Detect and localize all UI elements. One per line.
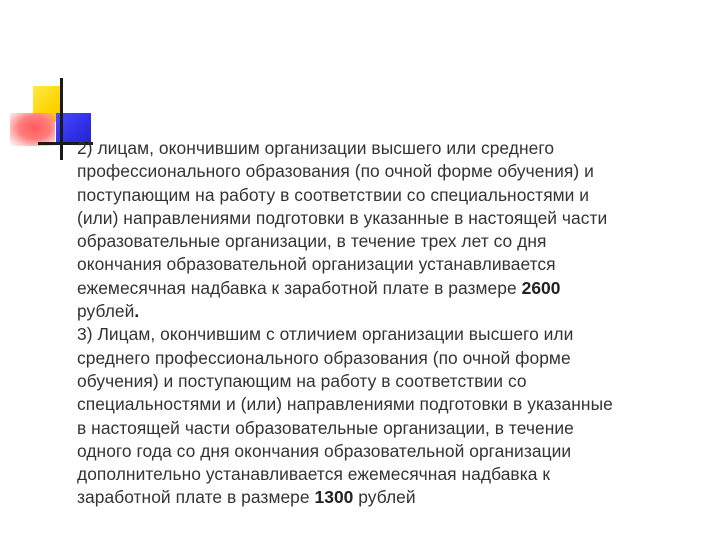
paragraph-3-text: 3) Лицам, окончившим с отличием организации высшего или среднего профессионального образования (по очной форме обучения) и поступающим на работу в соответствии со специальностями и (или) направлениями подготовки в указанные в настоящей части образовательные организации, в течение одного года со дня окончания образовательной организации дополнительно устанавливается ежемесячная надбавка к заработной плате в размере xyxy=(77,324,613,508)
slide-body-text xyxy=(77,137,717,510)
paragraph-2-amount: 2600 xyxy=(521,277,561,298)
paragraph-3-currency: рублей xyxy=(353,487,416,508)
paragraph-2 xyxy=(77,137,717,323)
paragraph-3 xyxy=(77,323,717,509)
paragraph-2-period: . xyxy=(134,301,140,322)
paragraph-2-text: 2) лицам, окончившим организации высшего или среднего профессионального образования (по очной форме обучения) и поступающим на работу в соответствии со специальностями и (или) направлениями подготовки в указанные в настоящей части образовательные организации, в течение трех лет со дня окончания образовательной организации устанавливается ежемесячная надбавка к заработной плате в размере xyxy=(77,138,608,298)
paragraph-3-amount: 1300 xyxy=(314,487,354,508)
vertical-line-decoration xyxy=(60,78,63,160)
paragraph-2-currency: рублей xyxy=(77,301,135,322)
